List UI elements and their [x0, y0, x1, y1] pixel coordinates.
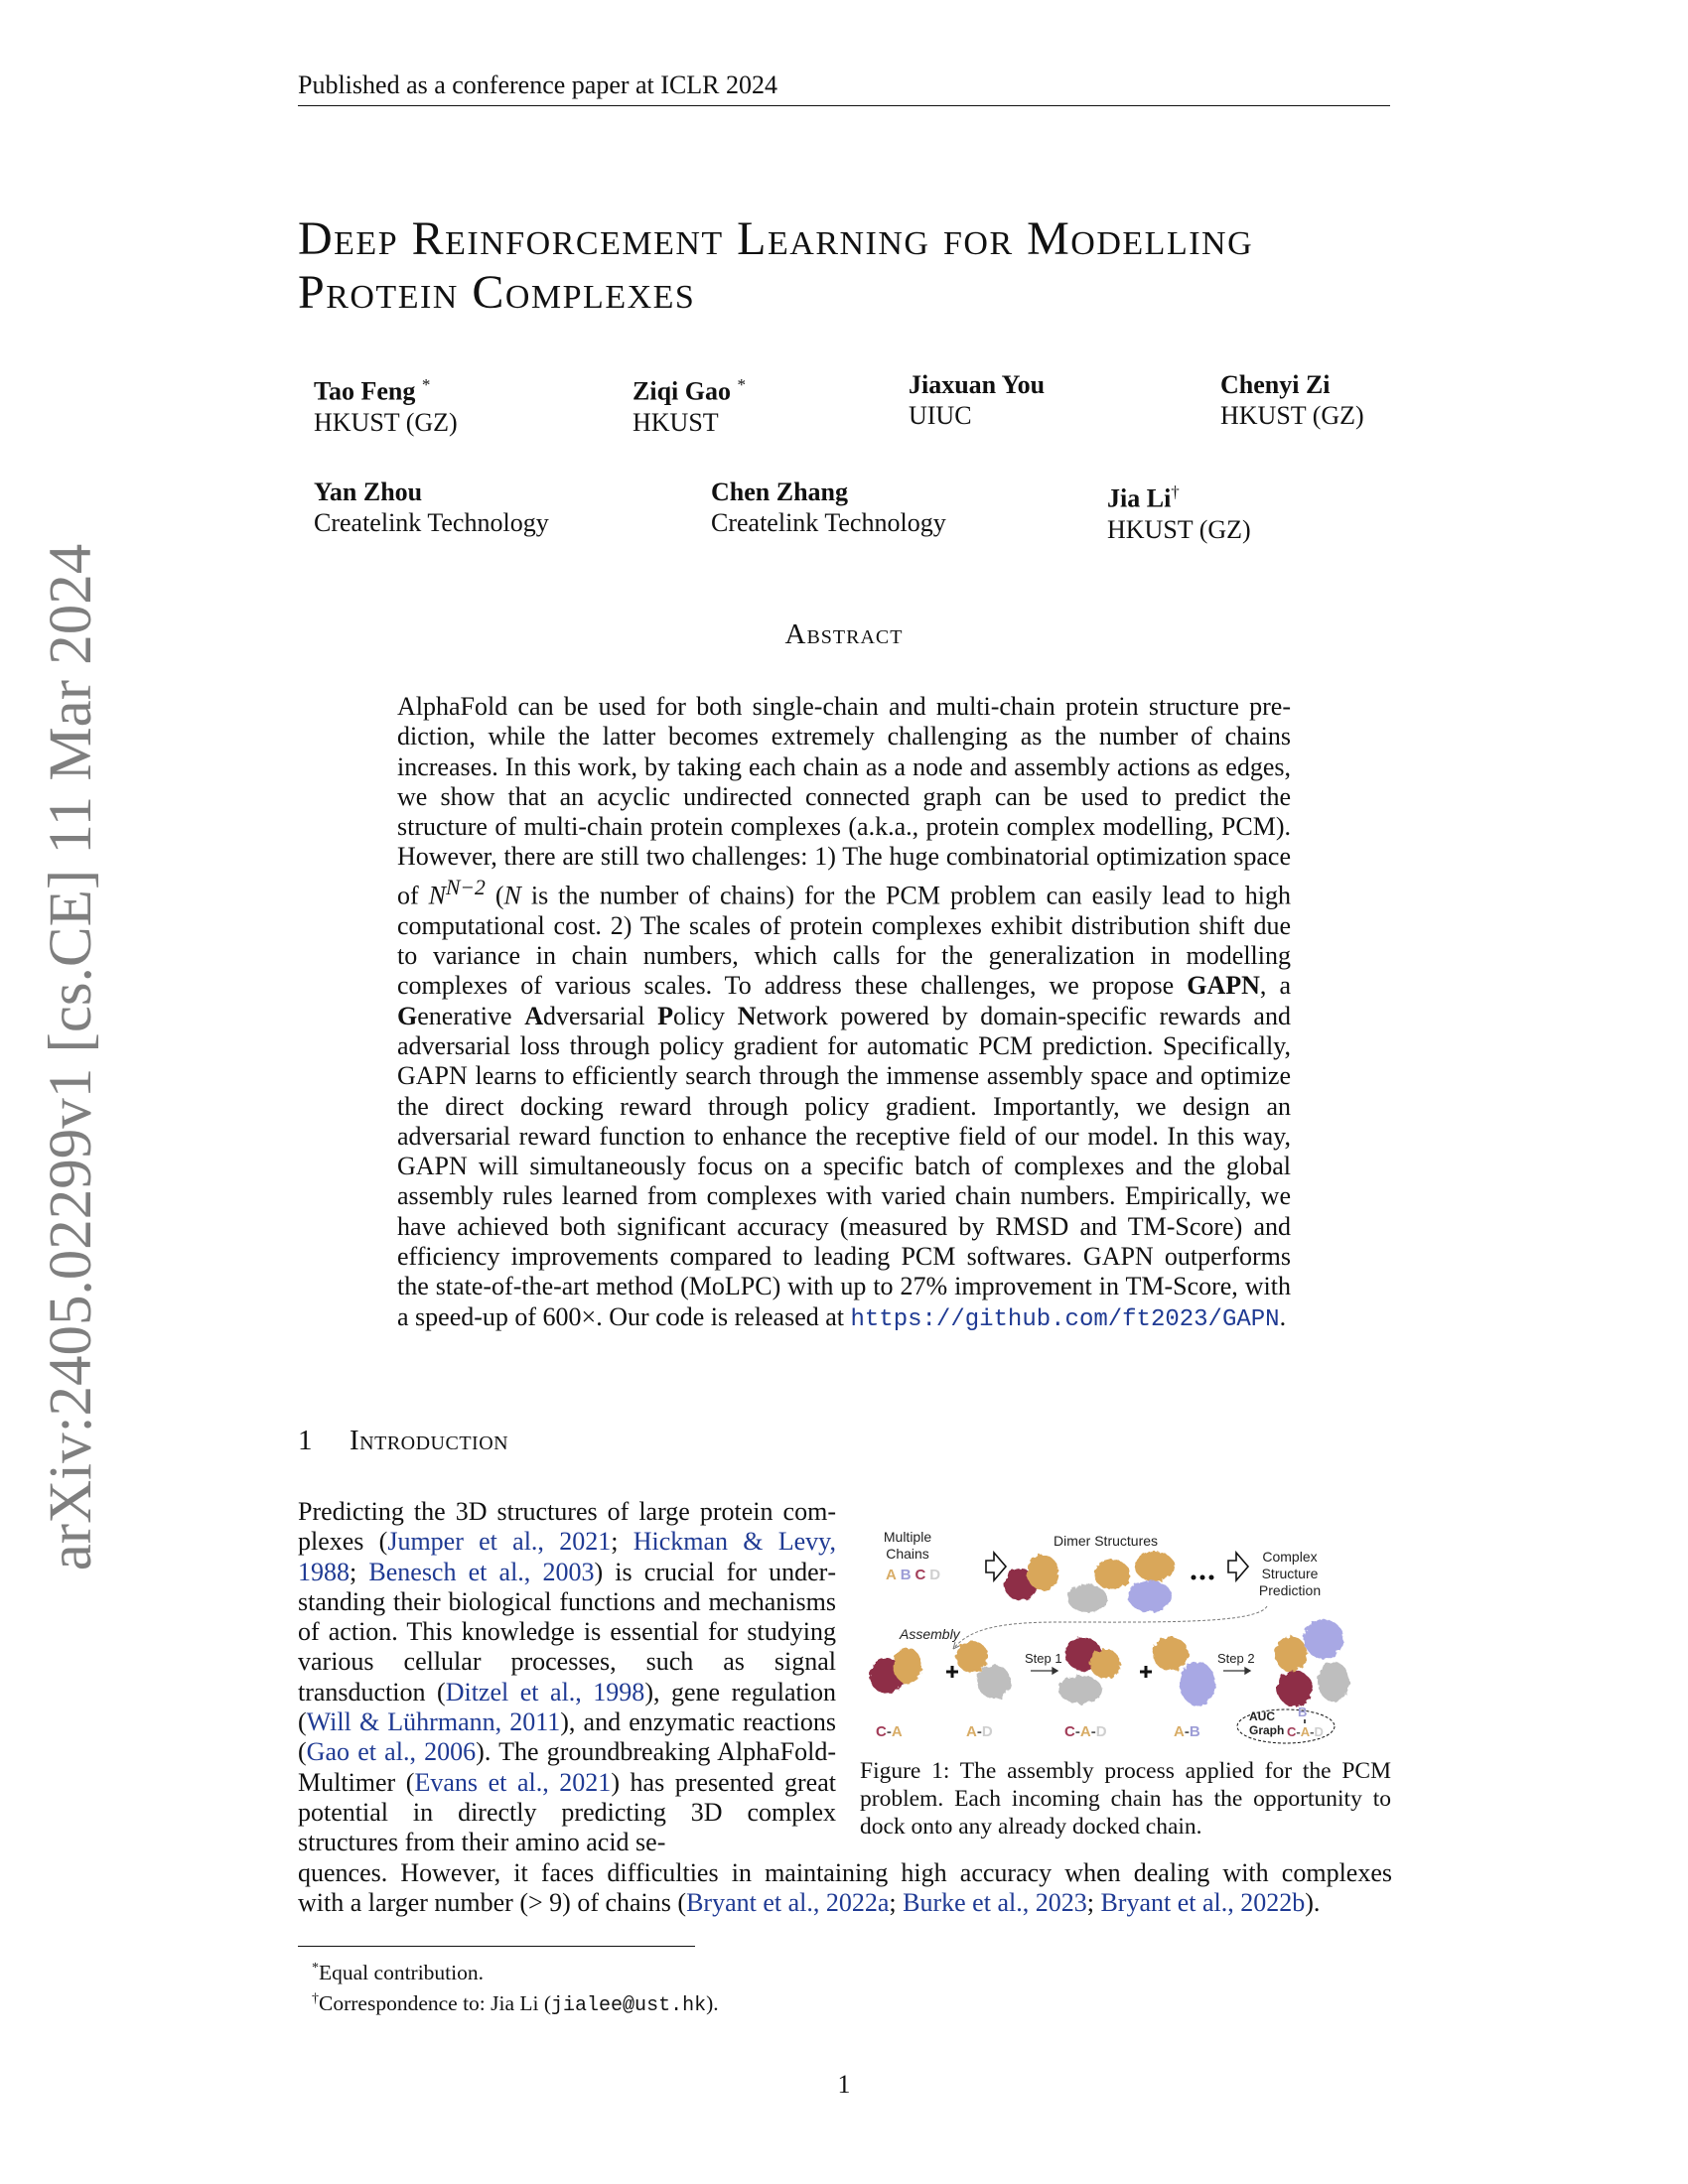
title-line-2: Protein Complexes: [298, 266, 696, 319]
label-step-2: Step 2: [1217, 1651, 1255, 1666]
figure-1-assembly-diagram: [860, 1515, 1396, 1753]
chain-letters: A B C D: [886, 1567, 941, 1583]
author-affiliation: HKUST: [633, 407, 719, 437]
footnote-rule: [298, 1946, 695, 1947]
label-complex-structure-prediction: Complex Structure Prediction: [1258, 1549, 1322, 1598]
author-affiliation: Createlink Technology: [314, 508, 549, 537]
label-assembly: Assembly: [900, 1626, 960, 1642]
citation-link[interactable]: Ditzel et al., 1998: [445, 1677, 645, 1706]
text-line: quences. However, it faces difficulties in maintaining high accuracy when dealing with complexes: [298, 1858, 1392, 1887]
author-affiliation: HKUST (GZ): [314, 407, 458, 437]
text-line: with a larger number (> 9) of chains (Bryant et al., 2022a; Burke et al., 2023; Bryant et al., 2022b).: [298, 1888, 1321, 1918]
citation-link[interactable]: Benesch et al., 2003: [368, 1557, 595, 1586]
author-affiliation: HKUST (GZ): [1220, 401, 1364, 430]
auc-node-b: B: [1298, 1705, 1308, 1719]
citation-link[interactable]: Bryant et al., 2022b: [1100, 1888, 1306, 1918]
author-affiliation: HKUST (GZ): [1107, 514, 1251, 544]
page-number: 1: [837, 2070, 851, 2099]
figure-1-caption: Figure 1: The assembly process applied for the PCM problem. Each incoming chain has the opportunity to dock onto any already docked chain.: [860, 1758, 1391, 1840]
citation-link[interactable]: Gao et al., 2006: [306, 1737, 477, 1767]
author-block: [633, 369, 746, 438]
email-link[interactable]: jialee@ust.hk: [551, 1994, 707, 2018]
header-rule: [298, 105, 1390, 106]
introduction-paragraph-continued: [298, 1858, 1392, 1919]
arxiv-identifier-stamp: arXiv:2405.02299v1 [cs.CE] 11 Mar 2024: [38, 543, 104, 1571]
citation-link[interactable]: Evans et al., 2021: [414, 1767, 612, 1797]
auc-graph-label: AUC Graph: [1249, 1709, 1285, 1737]
author-block: [314, 369, 458, 438]
footnote-equal-contribution: *Equal contribution.: [312, 1961, 484, 1985]
citation-link[interactable]: Will & Lührmann, 2011: [306, 1707, 561, 1737]
author-name: Jiaxuan You: [909, 370, 1046, 399]
label-dimer-structures: Dimer Structures: [1054, 1533, 1159, 1549]
author-block: [711, 477, 946, 538]
author-name: Chen Zhang: [711, 478, 848, 506]
paper-title: [298, 212, 1410, 320]
introduction-paragraph: Predicting the 3D structures of large protein complexes (Jumper et al., 2021; Hickman & Levy, 1988; Benesch et al., 2003) is crucial for understanding their biological functions and mechanisms of action. This knowledge is essential for studying various cellular processes, such as signal transduction (Ditzel et al., 1998), gene regulation (Will & Lührmann, 2011), and enzymatic reactions (Gao et al., 2006). The groundbreaking AlphaFold-Multimer (Evans et al., 2021) has presented great potential in directly predicting 3D complex structures from their amino acid se-: [298, 1497, 836, 1857]
footnote-correspondence: †Correspondence to: Jia Li (jialee@ust.hk).: [312, 1991, 719, 2018]
author-name: Tao Feng *: [314, 375, 431, 406]
author-affiliation: Createlink Technology: [711, 508, 946, 537]
author-name: Jia Li†: [1107, 482, 1180, 513]
author-block: [1107, 477, 1251, 545]
pair-label-a-d: A-D: [966, 1723, 993, 1740]
title-line-1: Deep Reinforcement Learning for Modelling: [298, 212, 1254, 265]
author-affiliation: UIUC: [909, 401, 972, 430]
author-block: [1220, 369, 1364, 431]
pair-label-c-a: C-A: [876, 1723, 903, 1740]
citation-link[interactable]: Burke et al., 2023: [903, 1888, 1087, 1918]
author-name: Chenyi Zi: [1220, 370, 1331, 399]
abstract-heading: Abstract: [784, 618, 904, 650]
code-repository-link[interactable]: https://github.com/ft2023/GAPN: [850, 1305, 1280, 1333]
running-header: Published as a conference paper at ICLR 2024: [298, 70, 778, 99]
citation-link[interactable]: Jumper et al., 2021: [387, 1527, 612, 1557]
auc-graph-chain: C-A-D: [1287, 1724, 1324, 1739]
label-multiple-chains: Multiple Chains: [883, 1529, 932, 1562]
citation-link[interactable]: Hickman & Levy, 1988: [298, 1527, 836, 1586]
author-block: [909, 369, 1045, 431]
ellipsis-icon: [1192, 1575, 1214, 1580]
pair-label-c-a-d: C-A-D: [1064, 1723, 1107, 1740]
pair-label-a-b: A-B: [1174, 1723, 1200, 1740]
section-heading-introduction: 1 Introduction: [298, 1425, 509, 1456]
author-name: Ziqi Gao *: [633, 375, 746, 406]
abstract-body: AlphaFold can be used for both single-chain and multi-chain protein structure prediction, while the latter becomes extremely challenging as the number of chains increases. In this work, by taking each chain as a node and assembly actions as edges, we show that an acyclic undirected connected graph can be used to predict the structure of multi-chain protein complexes (a.k.a., protein complex modelling, PCM). However, there are still two challenges: 1) The huge combinatorial optimization space of $N^{N-2}$ (N is the number of chains) for the PCM problem can easily lead to high computational cost. 2) The scales of protein complexes exhibit distribution shift due to variance in chain numbers, which calls for the generalization in modelling complexes of various scales. To address these challenges, we propose GAPN, a Generative Adversarial Policy Network powered by domain-specific rewards and adversarial loss through policy gradient for automatic PCM prediction. Specifically, GAPN learns to efficiently search through the immense assembly space and optimize the direct docking reward through policy gradient. Importantly, we design an adversarial reward function to enhance the receptive field of our model. In this way, GAPN will simultaneously focus on a specific batch of complexes and the global assembly rules learned from complexes with varied chain numbers. Empirically, we have achieved both significant accuracy (measured by RMSD and TM-Score) and efficiency improvements compared to leading PCM softwares. GAPN outperforms the state-of-the-art method (MoLPC) with up to 27% improvement in TM-Score, with a speed-up of 600×. Our code is released at https://github.com/ft2023/GAPN.: [397, 692, 1291, 1333]
label-step-1: Step 1: [1025, 1651, 1062, 1666]
citation-link[interactable]: Bryant et al., 2022a: [686, 1888, 890, 1918]
author-block: [314, 477, 549, 538]
author-name: Yan Zhou: [314, 478, 423, 506]
